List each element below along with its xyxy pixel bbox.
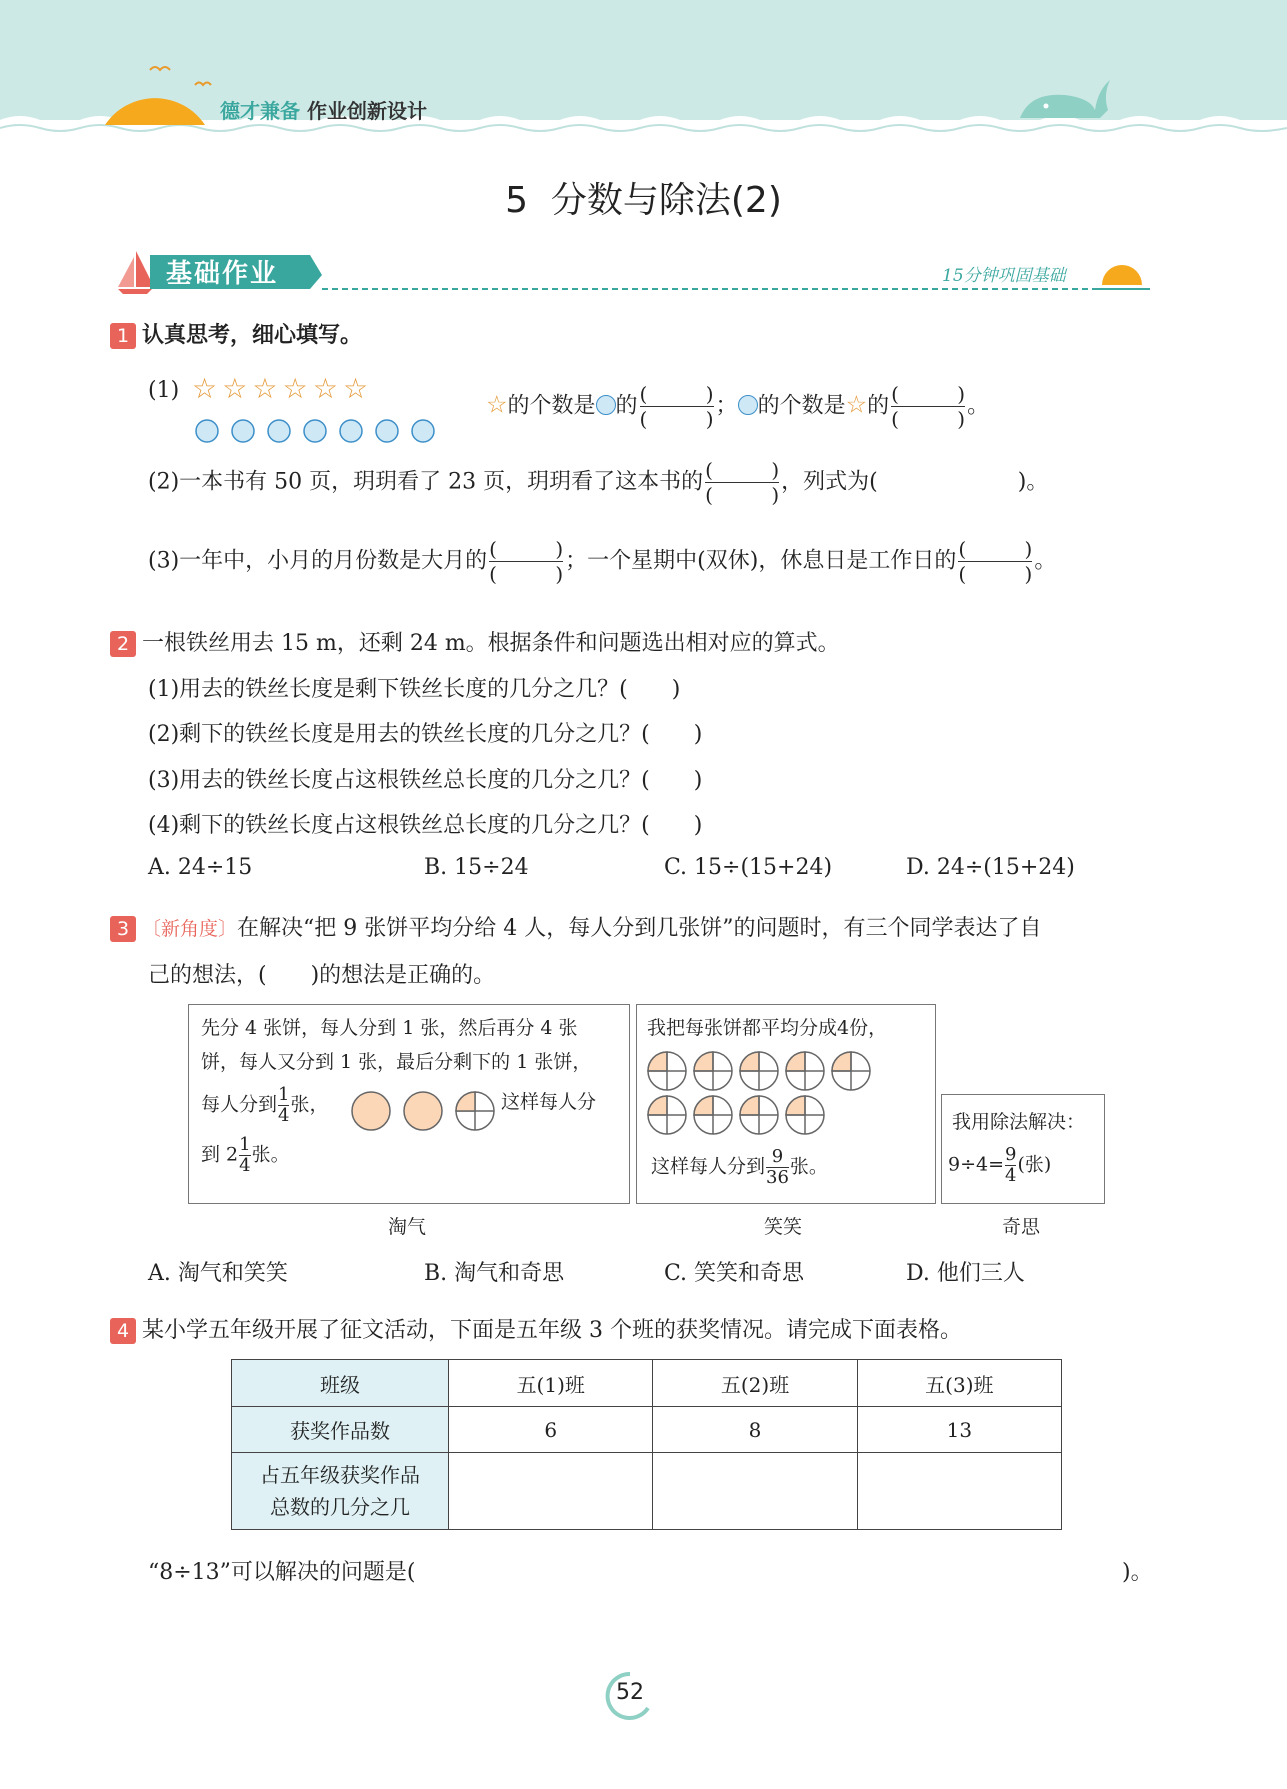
q4-number: 4: [110, 1318, 136, 1344]
pancake-icon: [740, 1096, 778, 1134]
fraction-denominator: 36: [766, 1167, 789, 1188]
circle-icons: [194, 417, 444, 445]
q1-p1-text-e: 的: [867, 393, 890, 419]
star-icon: ☆: [845, 390, 868, 419]
fraction-denominator: 4: [278, 1105, 290, 1126]
answer-cell[interactable]: [449, 1453, 653, 1530]
fraction: [278, 1085, 289, 1126]
pancake-icon: [786, 1096, 824, 1134]
table-cell: 8: [653, 1407, 857, 1453]
box1-line3: [201, 1085, 328, 1126]
fraction-numerator: 1: [278, 1084, 290, 1105]
row2-label-line2: 总数的几分之几: [270, 1495, 411, 1519]
box1-line1: 先分 4 张饼，每人分到 1 张，然后再分 4 张: [201, 1017, 578, 1039]
q1-header: [110, 318, 362, 349]
answer-cell[interactable]: [653, 1453, 857, 1530]
box1-line4a: 到 2: [201, 1143, 239, 1166]
q3-box-xiaoxiao: [636, 1004, 936, 1204]
q4-prompt: 某小学五年级开展了征文活动，下面是五年级 3 个班的获奖情况。请完成下面表格。: [142, 1318, 962, 1343]
box2-line2a: 这样每人分到: [651, 1155, 766, 1178]
q1-part1-label: (1): [148, 378, 180, 403]
q4-followup: “8÷13”可以解决的问题是(: [148, 1560, 416, 1585]
fraction: [239, 1135, 250, 1176]
answer-cell[interactable]: [857, 1453, 1061, 1530]
q3-tag: 〔新角度〕: [142, 918, 238, 940]
q1-p2-text-b: ，列式为(: [781, 469, 878, 495]
row2-label-line1: 占五年级获奖作品: [260, 1463, 421, 1487]
q1-p3-end: 。: [1034, 548, 1057, 574]
q1-p3-text: (3)一年中，小月的月份数是大月的: [148, 548, 488, 574]
brand-part2: 作业创新设计: [306, 99, 427, 123]
box2-line1: 我把每张饼都平均分成4份，: [647, 1017, 888, 1039]
q3-number: 3: [110, 916, 136, 942]
table-cell: 13: [857, 1407, 1061, 1453]
circle-icon: [596, 395, 616, 415]
fraction-numerator: 1: [239, 1134, 251, 1155]
q1-part3: [148, 537, 1056, 586]
q3-option: B. 淘气和奇思: [424, 1261, 565, 1286]
star-icon: ☆: [312, 372, 338, 405]
page-title: 5 分数与除法(2): [505, 180, 782, 221]
q1-p1-end: 。: [967, 393, 990, 419]
star-icon: ☆: [192, 372, 218, 405]
q3-option: D. 他们三人: [906, 1261, 1025, 1286]
q1-p1-text-c: ；: [715, 393, 738, 419]
q1-p1-text-b: 的: [615, 393, 638, 419]
q1-p2-end: )。: [1017, 469, 1049, 495]
q2-option: C. 15÷(15+24): [664, 855, 833, 880]
page-number: 52: [616, 1680, 644, 1705]
q2-header: [110, 626, 840, 657]
circle-row: [194, 417, 444, 449]
fraction: [1005, 1145, 1016, 1186]
pancake-icon: [740, 1052, 778, 1090]
star-row: [192, 372, 368, 405]
circle-icon: [304, 420, 326, 442]
circle-icon: [268, 420, 290, 442]
table-cell: 6: [449, 1407, 653, 1453]
section-bar: [110, 245, 1150, 295]
fraction-denominator: 4: [1005, 1165, 1017, 1186]
circle-icon: [376, 420, 398, 442]
pancake-icon: [352, 1092, 390, 1130]
pancake-icon: [832, 1052, 870, 1090]
box3-line1: 我用除法解决：: [952, 1111, 1086, 1133]
circle-icon: [738, 395, 758, 415]
table-row: [232, 1453, 1062, 1530]
page-header: [0, 0, 1287, 150]
name-qisi: 奇思: [1002, 1216, 1041, 1238]
quartered-pancake-icon: [456, 1092, 494, 1130]
q4-header: [110, 1313, 962, 1344]
table-row: [232, 1360, 1062, 1407]
q4-followup-end: )。: [1122, 1560, 1153, 1585]
q2-option: B. 15÷24: [424, 855, 529, 880]
q2-option: D. 24÷(15+24): [906, 855, 1075, 880]
table-cell: 获奖作品数: [232, 1407, 449, 1453]
box2-line2: [651, 1147, 828, 1188]
section-subtitle: 15分钟巩固基础: [942, 266, 1066, 286]
answer-fraction-blank[interactable]: [958, 537, 1032, 586]
name-xiaoxiao: 笑笑: [764, 1216, 803, 1238]
q2-item: (1)用去的铁丝长度是剩下铁丝长度的几分之几？( ): [148, 677, 681, 702]
pancake-icon: [786, 1052, 824, 1090]
brand-part1: 德才兼备: [220, 99, 300, 123]
star-icon: ☆: [222, 372, 248, 405]
star-icon: ☆: [486, 390, 508, 419]
fraction-numerator: 9: [771, 1146, 784, 1167]
pancake-icon: [694, 1052, 732, 1090]
table-cell: [232, 1453, 449, 1530]
q2-number: 2: [110, 631, 136, 657]
box1-line4b: 张。: [251, 1143, 290, 1166]
sunset-icon: [1095, 265, 1150, 289]
box1-line3a: 每人分到: [201, 1093, 278, 1116]
answer-fraction-blank[interactable]: [891, 382, 965, 431]
q1-p2-text: (2)一本书有 50 页，玥玥看了 23 页，玥玥看了这本书的: [148, 469, 704, 495]
box1-line3c: 这样每人分: [501, 1091, 597, 1113]
table-header-cell: 五(3)班: [857, 1360, 1061, 1407]
pancake-icon: [648, 1096, 686, 1134]
box3-line2b: (张): [1017, 1153, 1052, 1176]
pancake-grid: [647, 1047, 877, 1139]
q1-p3-text-b: ；一个星期中(双休)，休息日是工作日的: [565, 548, 957, 574]
q1-p1-text-a: 的个数是: [507, 393, 596, 419]
box3-line2: [948, 1145, 1051, 1186]
award-table: [231, 1359, 1062, 1530]
pancake-icon: [648, 1052, 686, 1090]
q2-prompt: 一根铁丝用去 15 m，还剩 24 m。根据条件和问题选出相对应的算式。: [142, 631, 840, 656]
star-icon: ☆: [343, 372, 369, 405]
table-header-cell: 班级: [232, 1360, 449, 1407]
q2-item: (4)剩下的铁丝长度占这根铁丝总长度的几分之几？( ): [148, 813, 703, 838]
answer-fraction-blank[interactable]: [489, 537, 563, 586]
q1-part2: [148, 458, 1048, 507]
table-header-cell: 五(1)班: [449, 1360, 653, 1407]
pancake-icon: [404, 1092, 442, 1130]
q2-item: (3)用去的铁丝长度占这根铁丝总长度的几分之几？( ): [148, 768, 703, 793]
pancake-icon: [694, 1096, 732, 1134]
box2-line2b: 张。: [789, 1155, 828, 1178]
q3-line2: 己的想法，( )的想法是正确的。: [148, 963, 496, 988]
section-label: 基础作业: [166, 259, 279, 289]
q3-header: [110, 911, 1041, 942]
q1-p1-text-d: 的个数是: [757, 393, 846, 419]
q1-part1-text: [486, 382, 989, 431]
table-header-cell: 五(2)班: [653, 1360, 857, 1407]
circle-icon: [340, 420, 362, 442]
circle-icon: [196, 420, 218, 442]
q1-number: 1: [110, 323, 136, 349]
answer-fraction-blank[interactable]: [640, 382, 714, 431]
answer-fraction-blank[interactable]: [705, 458, 779, 507]
box1-line4: [201, 1135, 290, 1176]
q3-box-qisi: [941, 1094, 1105, 1204]
fraction: [766, 1147, 789, 1188]
q3-line1: 在解决“把 9 张饼平均分给 4 人，每人分到几张饼”的问题时，有三个同学表达了自: [237, 916, 1042, 941]
q2-option: A. 24÷15: [148, 855, 253, 880]
q3-box-taoqi: [188, 1004, 630, 1204]
name-taoqi: 淘气: [388, 1216, 427, 1238]
box3-line2a: 9÷4=: [948, 1153, 1005, 1176]
table-row: [232, 1407, 1062, 1453]
q3-option: C. 笑笑和奇思: [664, 1261, 805, 1286]
box1-line3b: 张，: [290, 1093, 329, 1116]
circle-icon: [412, 420, 434, 442]
star-icon: ☆: [282, 372, 308, 405]
header-banner: [0, 0, 1287, 150]
star-icon: ☆: [252, 372, 278, 405]
fraction-denominator: 4: [239, 1155, 251, 1176]
circle-icon: [232, 420, 254, 442]
q3-option: A. 淘气和笑笑: [148, 1261, 288, 1286]
box1-line2: 饼，每人又分到 1 张，最后分剩下的 1 张饼，: [201, 1051, 592, 1073]
fraction-numerator: 9: [1005, 1144, 1017, 1165]
pancake-pieces: [351, 1089, 497, 1133]
q1-prompt: 认真思考，细心填写。: [142, 323, 363, 348]
q2-item: (2)剩下的铁丝长度是用去的铁丝长度的几分之几？( ): [148, 722, 703, 747]
sailboat-icon: [118, 251, 154, 294]
